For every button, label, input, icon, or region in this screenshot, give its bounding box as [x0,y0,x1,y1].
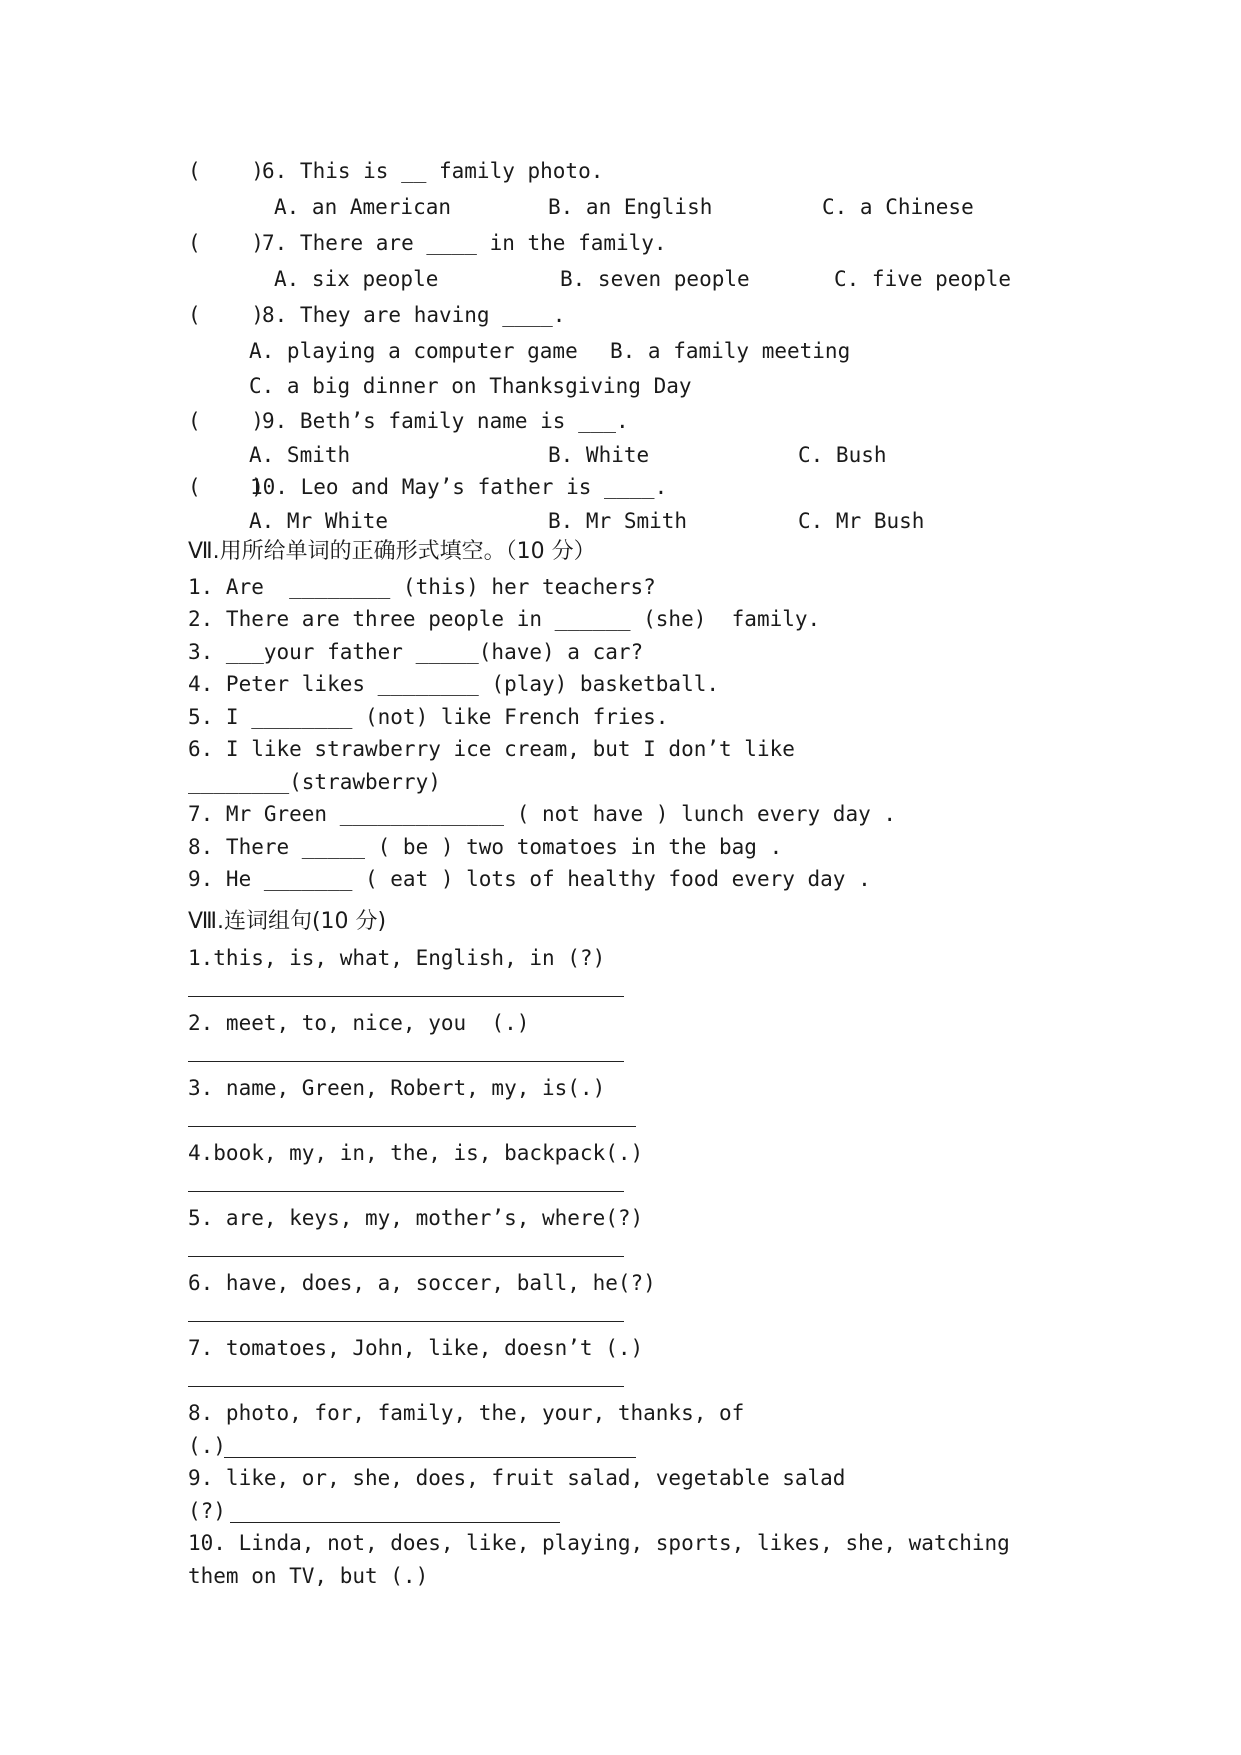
option-b: B. Mr Smith [548,509,688,533]
answer-line[interactable] [188,1191,624,1192]
fill-item: 7. Mr Green _____________ ( not have ) lunch every day . [188,802,897,826]
fill-item: 6. I like strawberry ice cream, but I don’t like [188,737,795,761]
answer-line[interactable] [188,1061,624,1062]
option-b: B. an English [548,195,713,219]
sentence-item-end: (?) [188,1499,226,1523]
answer-bracket[interactable]: ( ) [188,159,264,183]
fill-item-continued: ________(strawberry) [188,770,441,794]
option-a: A. playing a computer game [249,339,578,363]
question-stem: 7. There are ____ in the family. [262,231,667,255]
sentence-item: 10. Linda, not, does, like, playing, sports, likes, she, watching [188,1531,1010,1555]
option-c: C. Bush [798,443,887,467]
answer-line[interactable] [188,1256,624,1257]
option-c: C. a Chinese [822,195,974,219]
answer-bracket[interactable]: ( ) [188,409,264,433]
option-a: A. an American [274,195,452,219]
sentence-item: 2. meet, to, nice, you (.) [188,1011,530,1035]
sentence-item: 6. have, does, a, soccer, ball, he(?) [188,1271,656,1295]
answer-line[interactable] [188,1126,636,1127]
answer-line[interactable] [188,996,624,997]
sentence-item: 8. photo, for, family, the, your, thanks, of [188,1401,745,1425]
sentence-item-end: them on TV, but (.) [188,1564,429,1588]
option-b: B. White [548,443,650,467]
sentence-item: 5. are, keys, my, mother’s, where(?) [188,1206,644,1230]
sentence-item: 9. like, or, she, does, fruit salad, vegetable salad [188,1466,846,1490]
question-stem: 10. Leo and May’s father is ____. [250,475,668,499]
answer-line[interactable] [188,1386,624,1387]
section-heading: Ⅷ.连词组句(10 分) [188,909,387,934]
sentence-item: 1.this, is, what, English, in (?) [188,946,606,970]
fill-item: 3. ___your father _____(have) a car? [188,640,644,664]
answer-line[interactable] [230,1522,560,1523]
fill-item: 8. There _____ ( be ) two tomatoes in the bag . [188,835,783,859]
option-b: B. seven people [560,267,750,291]
answer-line[interactable] [224,1457,636,1458]
sentence-item: 3. name, Green, Robert, my, is(.) [188,1076,606,1100]
question-stem: 6. This is __ family photo. [262,159,604,183]
fill-item: 4. Peter likes ________ (play) basketball. [188,672,720,696]
option-a: A. six people [274,267,439,291]
option-a: A. Mr White [249,509,389,533]
answer-bracket[interactable]: ( ) [188,231,264,255]
answer-line[interactable] [188,1321,624,1322]
fill-item: 5. I ________ (not) like French fries. [188,705,669,729]
option-b: B. a family meeting [610,339,851,363]
question-stem: 9. Beth’s family name is ___. [262,409,629,433]
option-c: C. a big dinner on Thanksgiving Day [249,374,692,398]
fill-item: 9. He _______ ( eat ) lots of healthy food every day . [188,867,871,891]
sentence-item: 4.book, my, in, the, is, backpack(.) [188,1141,644,1165]
option-c: C. five people [834,267,1012,291]
answer-bracket[interactable]: ( ) [188,303,264,327]
fill-item: 1. Are ________ (this) her teachers? [188,575,656,599]
section-heading: Ⅶ.用所给单词的正确形式填空。（10 分） [188,539,596,564]
question-stem: 8. They are having ____. [262,303,566,327]
sentence-item: 7. tomatoes, John, like, doesn’t (.) [188,1336,644,1360]
option-a: A. Smith [249,443,351,467]
fill-item: 2. There are three people in ______ (she) family. [188,607,821,631]
answer-bracket[interactable]: ( ) [188,475,264,499]
sentence-item-end: (.) [188,1434,226,1458]
option-c: C. Mr Bush [798,509,925,533]
